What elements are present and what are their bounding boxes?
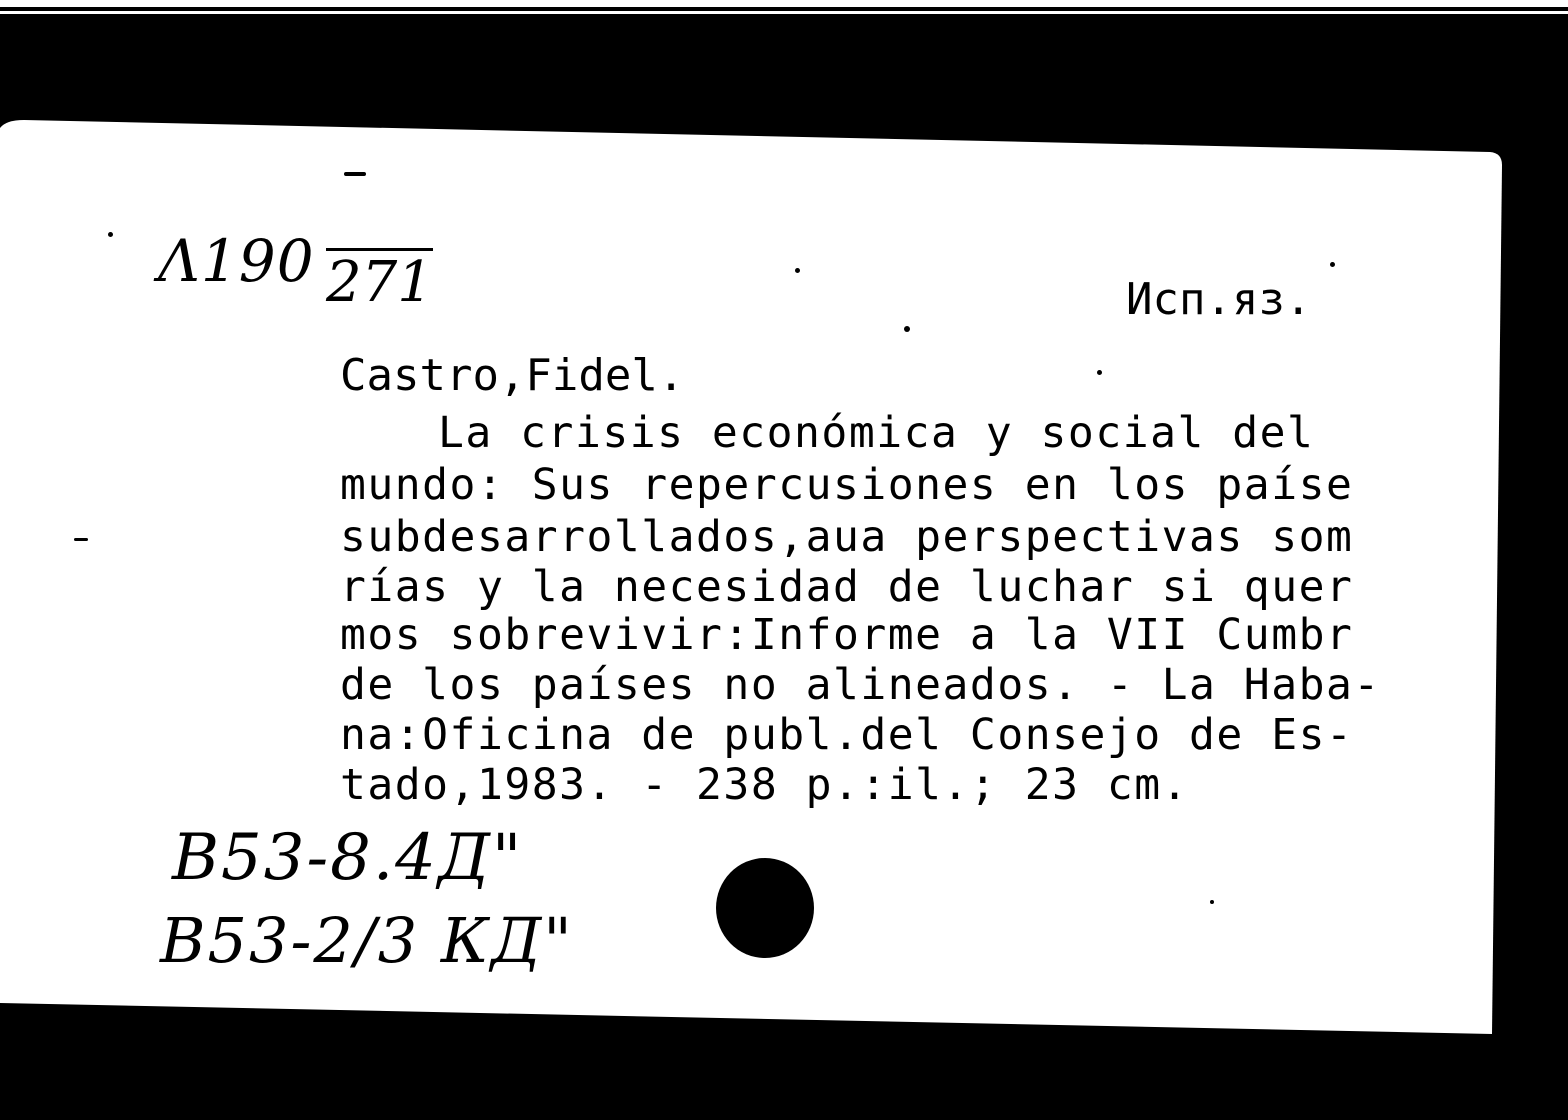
scan-speck — [344, 172, 366, 176]
description-line: mundo: Sus repercusiones en los paíse — [340, 460, 1354, 510]
scan-speck — [795, 268, 800, 273]
language-note: Исп.яз. — [1126, 274, 1312, 325]
description-line: rías y la necesidad de luchar si quer — [340, 562, 1354, 612]
handwritten-call-suffix: 271 — [326, 250, 433, 315]
description-line: La crisis económica y social del — [438, 408, 1315, 458]
scan-speck — [74, 538, 88, 541]
handwritten-call-number: Λ190 — [158, 227, 315, 295]
description-line: na:Oficina de publ.del Consejo de Es- — [340, 710, 1354, 760]
scan-speck — [904, 326, 910, 332]
scan-speck — [1330, 262, 1335, 267]
scan-speck — [108, 232, 113, 237]
scan-speck — [1097, 370, 1102, 375]
description-line: mos sobrevivir:Informe a la VII Cumbr — [340, 610, 1354, 660]
punch-hole — [716, 858, 814, 958]
handwritten-shelf-mark: B53-8.4Д" — [172, 821, 524, 895]
description-line: tado,1983. - 238 p.:il.; 23 cm. — [340, 760, 1190, 810]
description-line: de los países no alineados. - La Haba- — [340, 660, 1381, 710]
author-heading: Castro,Fidel. — [340, 350, 685, 401]
handwritten-shelf-mark: B53-2/3 КД" — [160, 904, 574, 977]
description-line: subdesarrollados,aua perspectivas som — [340, 512, 1354, 562]
scan-speck — [1210, 900, 1214, 904]
